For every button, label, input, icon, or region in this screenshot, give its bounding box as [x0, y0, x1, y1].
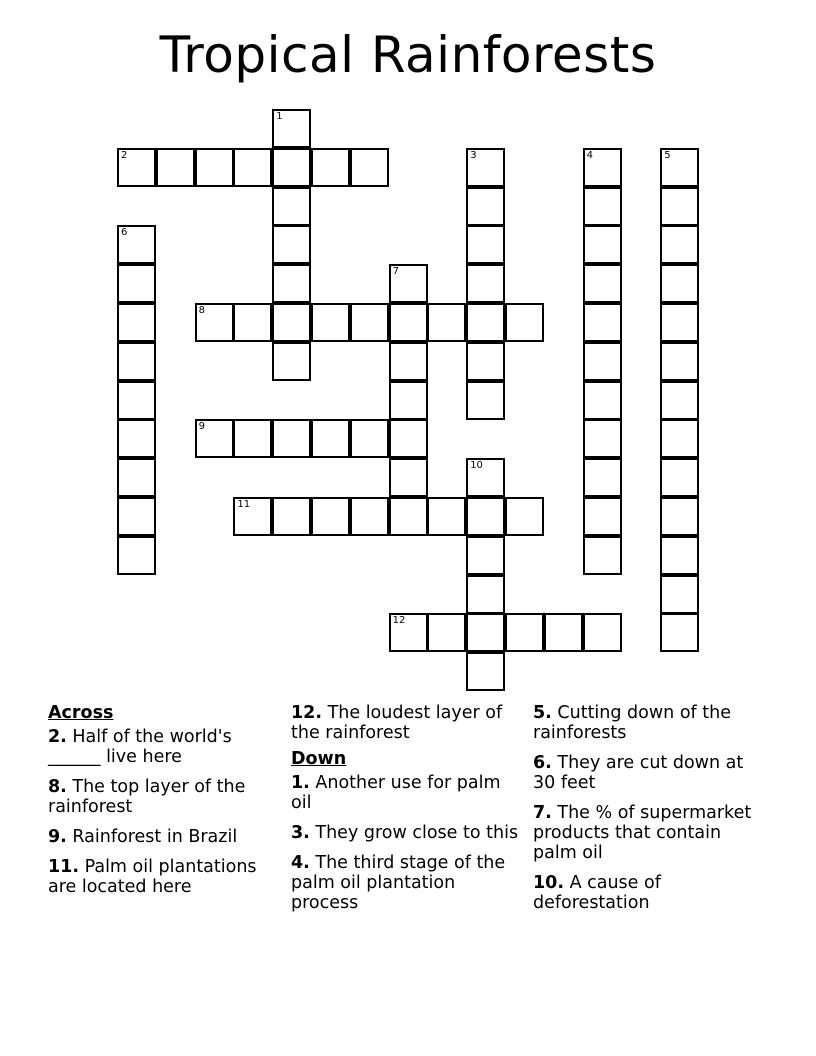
- clues-column-3: [533, 703, 765, 923]
- grid-cell[interactable]: [583, 303, 622, 342]
- grid-cell[interactable]: [466, 613, 505, 652]
- grid-cell[interactable]: [233, 148, 272, 187]
- clue-item: [533, 873, 765, 913]
- cell-number: 3: [470, 149, 477, 161]
- cell-number: 7: [392, 266, 399, 278]
- grid-cell[interactable]: [389, 381, 428, 420]
- grid-cell[interactable]: [117, 303, 156, 342]
- grid-cell[interactable]: [117, 148, 156, 187]
- grid-cell[interactable]: [466, 458, 505, 497]
- cell-number: 8: [198, 305, 205, 316]
- grid-cell[interactable]: [466, 652, 505, 691]
- grid-cell[interactable]: [272, 225, 311, 264]
- clue-text: The top layer of the rainforest: [48, 777, 246, 817]
- down-clue-list: [291, 773, 523, 913]
- clue-item: [48, 727, 280, 767]
- grid-cell[interactable]: [272, 342, 311, 381]
- clue-number: 8.: [48, 777, 67, 797]
- grid-cell[interactable]: [311, 419, 350, 458]
- grid-cell[interactable]: [195, 419, 234, 458]
- grid-cell[interactable]: [660, 381, 699, 420]
- clue-item: [533, 803, 765, 863]
- clue-item: [48, 827, 280, 847]
- cell-number: 9: [198, 421, 205, 433]
- grid-cell[interactable]: [156, 148, 195, 187]
- grid-cell[interactable]: [311, 303, 350, 342]
- across-clue-list-continued: [291, 703, 523, 743]
- grid-cell[interactable]: [660, 303, 699, 342]
- clue-number: 7.: [533, 803, 552, 823]
- down-clue-list-continued: [533, 703, 765, 913]
- grid-cell[interactable]: [117, 419, 156, 458]
- grid-cell[interactable]: [272, 187, 311, 226]
- grid-cell[interactable]: [660, 225, 699, 264]
- page-title: Tropical Rainforests: [159, 26, 657, 84]
- cell-number: 1: [276, 111, 283, 122]
- grid-cell[interactable]: [660, 536, 699, 575]
- grid-cell[interactable]: [466, 264, 505, 303]
- clue-text: Palm oil plantations are located here: [48, 857, 257, 897]
- clue-text: Rainforest in Brazil: [66, 827, 238, 847]
- grid-cell[interactable]: [660, 148, 699, 187]
- clue-text: A cause of deforestation: [533, 873, 661, 913]
- grid-cell[interactable]: [272, 264, 311, 303]
- grid-cell[interactable]: [466, 225, 505, 264]
- cell-number: 12: [392, 615, 406, 627]
- clues-column-1: [48, 703, 280, 907]
- clue-text: The loudest layer of the rainforest: [291, 703, 503, 743]
- grid-cell[interactable]: [117, 497, 156, 536]
- grid-cell[interactable]: [272, 419, 311, 458]
- grid-cell[interactable]: [583, 458, 622, 497]
- grid-cell[interactable]: [660, 419, 699, 458]
- grid-cell[interactable]: [466, 342, 505, 381]
- clue-number: 3.: [291, 823, 310, 843]
- grid-cell[interactable]: [583, 264, 622, 303]
- clue-item: [291, 773, 523, 813]
- grid-cell[interactable]: [117, 536, 156, 575]
- down-heading: Down: [291, 749, 347, 769]
- grid-cell[interactable]: [660, 458, 699, 497]
- grid-cell[interactable]: [660, 342, 699, 381]
- grid-cell[interactable]: [583, 225, 622, 264]
- grid-cell[interactable]: [350, 419, 389, 458]
- grid-cell[interactable]: [583, 148, 622, 187]
- grid-cell[interactable]: [660, 264, 699, 303]
- clue-number: 4.: [291, 853, 310, 873]
- grid-cell[interactable]: [583, 613, 622, 652]
- clue-number: 10.: [533, 873, 565, 893]
- grid-cell[interactable]: [583, 536, 622, 575]
- grid-cell[interactable]: [117, 381, 156, 420]
- across-heading: Across: [48, 703, 114, 723]
- grid-cell[interactable]: [466, 381, 505, 420]
- clue-number: 5.: [533, 703, 552, 723]
- cell-number: 6: [121, 227, 128, 239]
- grid-cell[interactable]: [583, 419, 622, 458]
- clue-text: Half of the world's ______ live here: [48, 727, 232, 767]
- grid-cell[interactable]: [389, 458, 428, 497]
- clue-number: 1.: [291, 773, 310, 793]
- grid-cell[interactable]: [350, 497, 389, 536]
- grid-cell[interactable]: [117, 225, 156, 264]
- grid-cell[interactable]: [389, 613, 428, 652]
- grid-cell[interactable]: [427, 497, 466, 536]
- grid-cell[interactable]: [272, 303, 311, 342]
- clue-text: They grow close to this: [309, 823, 519, 843]
- grid-cell[interactable]: [466, 575, 505, 614]
- grid-cell[interactable]: [311, 497, 350, 536]
- grid-cell[interactable]: [389, 264, 428, 303]
- clue-number: 2.: [48, 727, 67, 747]
- clue-text: They are cut down at 30 feet: [533, 753, 744, 793]
- grid-cell[interactable]: [583, 342, 622, 381]
- clue-text: The % of supermarket products that contain palm oil: [533, 803, 752, 863]
- grid-cell[interactable]: [660, 497, 699, 536]
- clue-item: [291, 703, 523, 743]
- grid-cell[interactable]: [117, 458, 156, 497]
- grid-cell[interactable]: [583, 381, 622, 420]
- cell-number: 11: [237, 499, 251, 510]
- grid-cell[interactable]: [660, 575, 699, 614]
- grid-cell[interactable]: [505, 613, 544, 652]
- grid-cell[interactable]: [350, 303, 389, 342]
- grid-cell[interactable]: [544, 613, 583, 652]
- grid-cell[interactable]: [233, 303, 272, 342]
- clue-item: [48, 777, 280, 817]
- clue-item: [533, 753, 765, 793]
- clue-number: 12.: [291, 703, 323, 723]
- clue-item: [291, 853, 523, 913]
- grid-cell[interactable]: [505, 303, 544, 342]
- clue-number: 9.: [48, 827, 67, 847]
- clue-text: The third stage of the palm oil plantation process: [291, 853, 506, 913]
- grid-cell[interactable]: [583, 497, 622, 536]
- clues-column-2: [291, 703, 523, 923]
- grid-cell[interactable]: [272, 497, 311, 536]
- cell-number: 4: [586, 149, 593, 161]
- grid-cell[interactable]: [389, 342, 428, 381]
- cell-number: 2: [121, 149, 128, 161]
- grid-cell[interactable]: [195, 148, 234, 187]
- grid-cell[interactable]: [311, 148, 350, 187]
- across-clue-list: [48, 727, 280, 897]
- grid-cell[interactable]: [466, 303, 505, 342]
- clue-item: [533, 703, 765, 743]
- grid-cell[interactable]: [466, 187, 505, 226]
- grid-cell[interactable]: [272, 148, 311, 187]
- grid-cell[interactable]: [427, 613, 466, 652]
- clue-number: 11.: [48, 857, 80, 877]
- grid-cell[interactable]: [427, 303, 466, 342]
- grid-cell[interactable]: [389, 419, 428, 458]
- grid-cell[interactable]: [272, 109, 311, 148]
- clue-number: 6.: [533, 753, 552, 773]
- grid-cell[interactable]: [389, 303, 428, 342]
- grid-cell[interactable]: [117, 264, 156, 303]
- grid-cell[interactable]: [660, 187, 699, 226]
- clue-text: Another use for palm oil: [291, 773, 501, 813]
- grid-cell[interactable]: [583, 187, 622, 226]
- grid-cell[interactable]: [466, 536, 505, 575]
- grid-cell[interactable]: [233, 419, 272, 458]
- grid-cell[interactable]: [660, 613, 699, 652]
- grid-cell[interactable]: [466, 148, 505, 187]
- grid-cell[interactable]: [466, 497, 505, 536]
- grid-cell[interactable]: [389, 497, 428, 536]
- clue-item: [291, 823, 523, 843]
- grid-cell[interactable]: [195, 303, 234, 342]
- grid-cell[interactable]: [233, 497, 272, 536]
- cell-number: 10: [470, 460, 483, 472]
- clue-item: [48, 857, 280, 897]
- grid-cell[interactable]: [117, 342, 156, 381]
- clue-text: Cutting down of the rainforests: [533, 703, 731, 743]
- cell-number: 5: [664, 149, 671, 161]
- grid-cell[interactable]: [350, 148, 389, 187]
- grid-cell[interactable]: [505, 497, 544, 536]
